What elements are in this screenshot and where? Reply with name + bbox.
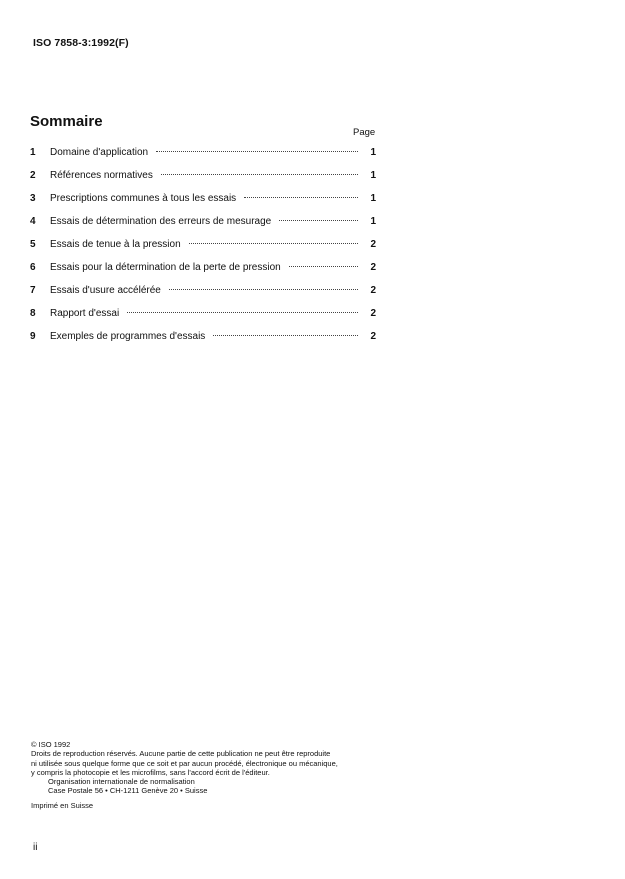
dot-leader — [161, 174, 358, 175]
entry-page: 2 — [370, 239, 376, 250]
copyright-line: © ISO 1992 — [31, 740, 71, 749]
entry-number: 2 — [30, 170, 36, 181]
entry-number: 8 — [30, 308, 36, 319]
entry-label: Exemples de programmes d'essais — [50, 331, 206, 342]
entry-page: 2 — [370, 262, 376, 273]
entry-number: 9 — [30, 331, 36, 342]
toc-entry[interactable] — [30, 193, 376, 216]
toc-entry[interactable] — [30, 147, 376, 170]
page-number: ii — [33, 842, 38, 853]
toc-entry[interactable] — [30, 308, 376, 331]
entry-number: 5 — [30, 239, 36, 250]
entry-page: 1 — [370, 170, 376, 181]
rights-text-line-1: Droits de reproduction réservés. Aucune partie de cette publication ne peut être reproduite — [31, 749, 331, 759]
entry-number: 7 — [30, 285, 36, 296]
entry-label: Prescriptions communes à tous les essais — [50, 193, 237, 204]
entry-number: 4 — [30, 216, 36, 227]
entry-number: 3 — [30, 193, 36, 204]
organisation-name: Organisation internationale de normalisation — [48, 777, 195, 787]
entry-label: Essais pour la détermination de la perte de pression — [50, 262, 281, 273]
organisation-address: Case Postale 56 • CH-1211 Genève 20 • Suisse — [48, 786, 208, 796]
toc-entry[interactable] — [30, 262, 376, 285]
copyright-block — [31, 740, 391, 810]
entry-page: 1 — [370, 193, 376, 204]
entry-label: Essais de détermination des erreurs de mesurage — [50, 216, 272, 227]
dot-leader — [156, 151, 358, 152]
toc-entry[interactable] — [30, 285, 376, 308]
entry-number: 6 — [30, 262, 36, 273]
page-column-label: Page — [353, 127, 376, 138]
toc-title: Sommaire — [30, 113, 103, 130]
toc-entry[interactable] — [30, 170, 376, 193]
entry-label: Références normatives — [50, 170, 153, 181]
entry-label: Domaine d'application — [50, 147, 149, 158]
dot-leader — [189, 243, 358, 244]
entry-page: 2 — [370, 285, 376, 296]
document-id: ISO 7858-3:1992(F) — [33, 37, 129, 49]
dot-leader — [213, 335, 358, 336]
dot-leader — [169, 289, 358, 290]
toc-entry[interactable] — [30, 216, 376, 239]
entry-number: 1 — [30, 147, 36, 158]
toc-entry[interactable] — [30, 239, 376, 262]
rights-text-line-2: ni utilisée sous quelque forme que ce soit et par aucun procédé, électronique ou mécanique, — [31, 758, 338, 768]
entry-page: 1 — [370, 147, 376, 158]
dot-leader — [244, 197, 358, 198]
entry-page: 1 — [370, 216, 376, 227]
table-of-contents — [30, 147, 376, 354]
printed-in: Imprimé en Suisse — [31, 800, 94, 810]
entry-page: 2 — [370, 331, 376, 342]
toc-entry[interactable] — [30, 331, 376, 354]
entry-label: Essais d'usure accélérée — [50, 285, 161, 296]
dot-leader — [127, 312, 358, 313]
dot-leader — [279, 220, 358, 221]
entry-label: Essais de tenue à la pression — [50, 239, 181, 250]
entry-page: 2 — [370, 308, 376, 319]
dot-leader — [289, 266, 358, 267]
entry-label: Rapport d'essai — [50, 308, 120, 319]
rights-text-line-3: y compris la photocopie et les microfilms, sans l'accord écrit de l'éditeur. — [31, 767, 270, 777]
